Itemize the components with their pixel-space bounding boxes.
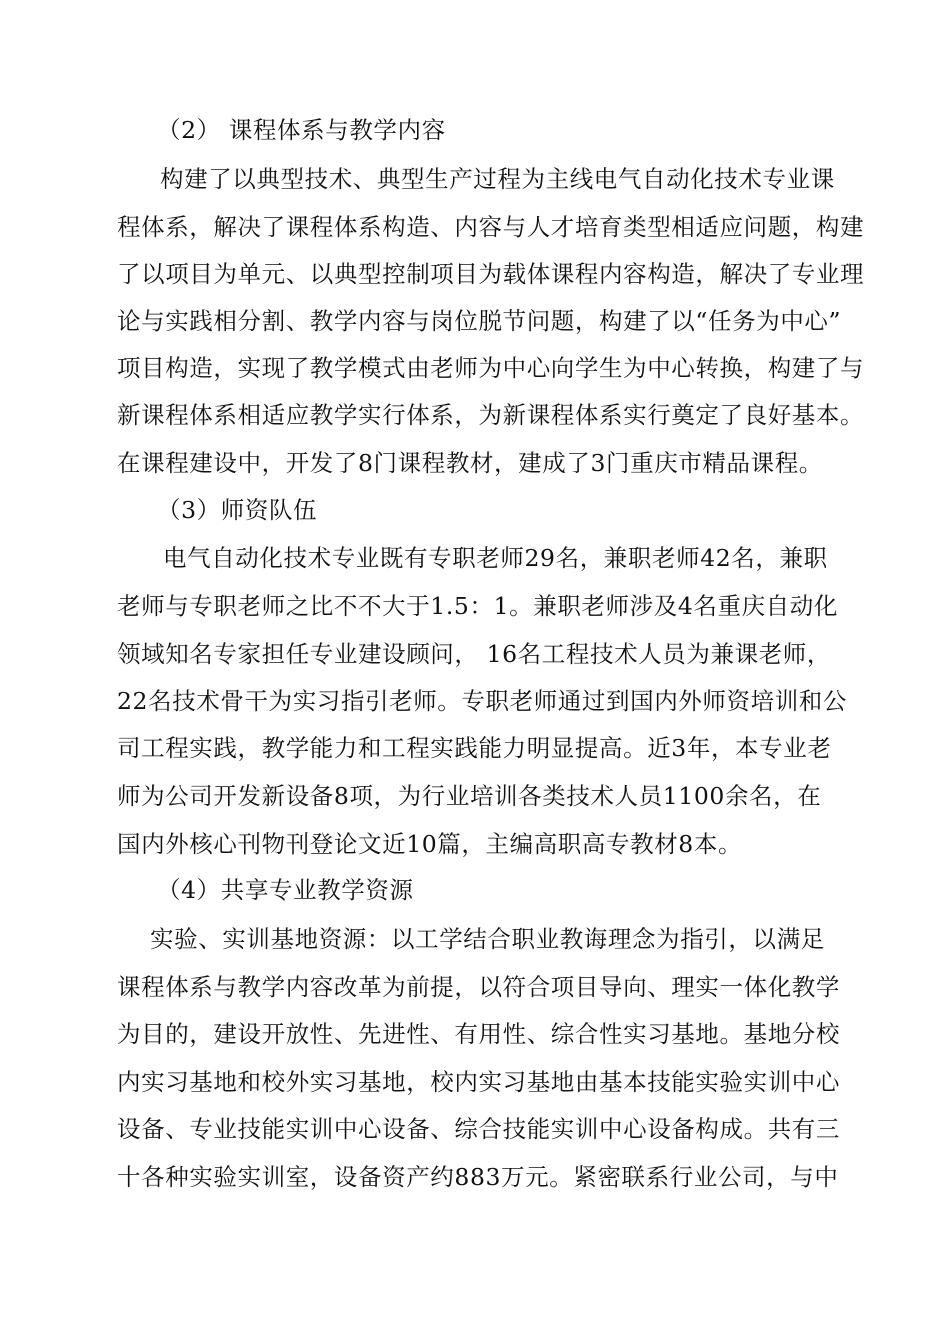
paragraph-line: 国内外核心刊物刊登论文近10篇，主编高职高专教材8本。 [117, 830, 743, 858]
paragraph-line: 了以项目为单元、以典型控制项目为载体课程内容构造，解决了专业理 [117, 260, 865, 288]
paragraph-line: 十各种实验实训室，设备资产约883万元。紧密联系行业公司，与中 [117, 1163, 839, 1191]
paragraph-line: 设备、专业技能实训中心设备、综合技能实训中心设备构成。共有三 [117, 1115, 840, 1143]
paragraph-line: 构建了以典型技术、典型生产过程为主线电气自动化技术专业课 [160, 165, 835, 193]
paragraph-line: 项目构造，实现了教学模式由老师为中心向学生为中心转换，构建了与 [117, 354, 865, 382]
paragraph-line: 师为公司开发新设备8项，为行业培训各类技术人员1100余名，在 [117, 782, 822, 810]
section-heading-course-system: （2） 课程体系与教学内容 [157, 116, 446, 144]
paragraph-line: 程体系，解决了课程体系构造、内容与人才培育类型相适应问题，构建 [117, 213, 865, 241]
section-heading-faculty: （3）师资队伍 [157, 496, 318, 524]
paragraph-line: 电气自动化技术专业既有专职老师29名，兼职老师42名，兼职 [163, 544, 828, 572]
paragraph-line: 老师与专职老师之比不不大于1.5：1。兼职老师涉及4名重庆自动化 [117, 592, 838, 620]
paragraph-line: 在课程建设中，开发了8门课程教材，建成了3门重庆市精品课程。 [117, 449, 823, 477]
paragraph-line: 为目的，建设开放性、先进性、有用性、综合性实习基地。基地分校 [117, 1020, 840, 1048]
section-heading-shared-resources: （4）共享专业教学资源 [157, 876, 414, 904]
paragraph-line: 司工程实践，教学能力和工程实践能力明显提高。近3年，本专业老 [117, 734, 832, 762]
paragraph-line: 22名技术骨干为实习指引老师。专职老师通过到国内外师资培训和公 [117, 687, 848, 715]
paragraph-line: 论与实践相分割、教学内容与岗位脱节问题，构建了以“任务为中心” [117, 307, 842, 335]
paragraph-line: 课程体系与教学内容改革为前提，以符合项目导向、理实一体化教学 [117, 973, 840, 1001]
paragraph-line: 实验、实训基地资源：以工学结合职业教诲理念为指引，以满足 [150, 925, 825, 953]
paragraph-line: 领域知名专家担任专业建设顾问， 16名工程技术人员为兼课老师， [117, 640, 831, 668]
paragraph-line: 内实习基地和校外实习基地，校内实习基地由基本技能实验实训中心 [117, 1068, 840, 1096]
paragraph-line: 新课程体系相适应教学实行体系，为新课程体系实行奠定了良好基本。 [117, 401, 865, 429]
